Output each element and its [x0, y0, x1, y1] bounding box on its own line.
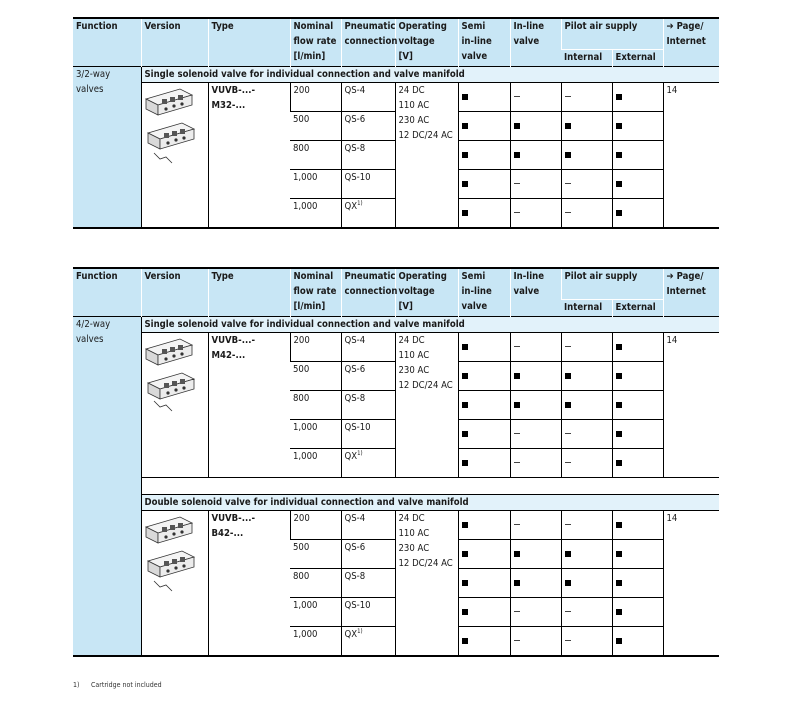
footnote — [73, 681, 162, 689]
semi-inline-mark — [458, 141, 510, 170]
connection-value: QX — [344, 201, 358, 212]
pilot-external-mark — [612, 540, 663, 569]
table-row — [73, 511, 719, 540]
header-line: In-line — [513, 271, 545, 282]
not-available-mark — [514, 96, 520, 97]
flow-rate: 500 — [290, 112, 341, 141]
function-label: 3/2-way valves — [73, 67, 141, 229]
flow-rate: 500 — [290, 540, 341, 569]
inline-mark — [510, 598, 561, 627]
pilot-external-mark — [612, 391, 663, 420]
section-row — [73, 317, 719, 333]
operating-voltage — [395, 511, 458, 657]
pilot-internal-mark — [561, 83, 612, 112]
pilot-internal-mark — [561, 391, 612, 420]
header-internal: Internal — [561, 49, 612, 66]
type-code: VUVB-...-M32-... — [208, 83, 290, 229]
voltage-value: 24 DC — [398, 335, 425, 346]
available-mark — [616, 210, 622, 216]
header-type: Type — [208, 18, 290, 67]
pilot-internal-mark — [561, 333, 612, 362]
header-line: valve — [513, 36, 540, 47]
inline-mark — [510, 112, 561, 141]
pneumatic-connection — [341, 540, 395, 569]
not-available-mark — [565, 433, 571, 434]
semi-inline-mark — [458, 391, 510, 420]
table-header — [73, 268, 719, 317]
header-external: External — [612, 299, 663, 316]
spacer — [141, 478, 719, 495]
pilot-external-mark — [612, 420, 663, 449]
valve-illustration — [144, 337, 204, 417]
header-line: connection — [344, 36, 398, 47]
header-function: Function — [73, 268, 141, 317]
available-mark — [616, 522, 622, 528]
valve-illustration — [144, 515, 204, 595]
available-mark — [565, 123, 571, 129]
section-title: Single solenoid valve for individual connection and valve manifold — [141, 317, 719, 333]
available-mark — [514, 123, 520, 129]
available-mark — [565, 373, 571, 379]
semi-inline-mark — [458, 83, 510, 112]
footnote-text: Cartridge not included — [91, 681, 162, 689]
header-page — [663, 18, 719, 67]
header-line: Internet — [666, 36, 706, 47]
section-row — [73, 495, 719, 511]
not-available-mark — [565, 212, 571, 213]
flow-rate: 200 — [290, 83, 341, 112]
header-line: [V] — [398, 51, 413, 62]
pilot-external-mark — [612, 199, 663, 229]
available-mark — [462, 580, 468, 586]
flow-rate: 500 — [290, 362, 341, 391]
not-available-mark — [514, 462, 520, 463]
valve-table-3-2 — [73, 17, 719, 229]
available-mark — [514, 152, 520, 158]
semi-inline-mark — [458, 112, 510, 141]
header-pneumatic-connection — [341, 18, 398, 67]
pneumatic-connection — [341, 420, 395, 449]
page-reference: 14 — [663, 333, 719, 478]
inline-mark — [510, 449, 561, 478]
semi-inline-mark — [458, 333, 510, 362]
connection-value: QS-8 — [344, 393, 366, 404]
valve-illustration — [144, 87, 204, 167]
semi-inline-mark — [458, 511, 510, 540]
flow-rate: 200 — [290, 333, 341, 362]
header-line: in-line — [461, 36, 492, 47]
connection-value: QS-4 — [344, 85, 366, 96]
not-available-mark — [565, 640, 571, 641]
flow-rate: 1,000 — [290, 420, 341, 449]
semi-inline-mark — [458, 598, 510, 627]
voltage-value: 230 AC — [398, 115, 430, 126]
connection-value: QS-8 — [344, 571, 366, 582]
header-line: Pneumatic — [344, 271, 396, 282]
header-pneumatic-connection — [341, 268, 398, 317]
table-row — [73, 333, 719, 362]
version-image — [141, 511, 208, 657]
operating-voltage — [395, 333, 458, 478]
pilot-external-mark — [612, 569, 663, 598]
header-line: Semi — [461, 271, 486, 282]
flow-rate: 1,000 — [290, 449, 341, 478]
pneumatic-connection — [341, 391, 395, 420]
header-line: Pneumatic — [344, 21, 396, 32]
available-mark — [616, 373, 622, 379]
voltage-value: 110 AC — [398, 528, 430, 539]
page-reference: 14 — [663, 83, 719, 229]
connection-value: QS-10 — [344, 600, 371, 611]
header-line: Operating — [398, 21, 447, 32]
voltage-value: 12 DC/24 AC — [398, 380, 453, 391]
header-page — [663, 268, 719, 317]
available-mark — [462, 344, 468, 350]
header-line: valve — [461, 51, 488, 62]
flow-rate: 1,000 — [290, 598, 341, 627]
pilot-internal-mark — [561, 627, 612, 657]
pilot-internal-mark — [561, 598, 612, 627]
available-mark — [462, 152, 468, 158]
header-line: ➔ Page/ — [666, 271, 704, 282]
pilot-internal-mark — [561, 511, 612, 540]
not-available-mark — [514, 212, 520, 213]
header-line: valve — [513, 286, 540, 297]
not-available-mark — [514, 611, 520, 612]
inline-mark — [510, 141, 561, 170]
spacer-row — [73, 478, 719, 495]
section-title: Double solenoid valve for individual connection and valve manifold — [141, 495, 719, 511]
voltage-value: 230 AC — [398, 543, 430, 554]
header-semi-inline — [458, 18, 510, 67]
header-line: [l/min] — [293, 51, 326, 62]
pilot-internal-mark — [561, 199, 612, 229]
operating-voltage — [395, 83, 458, 229]
not-available-mark — [514, 640, 520, 641]
pilot-external-mark — [612, 511, 663, 540]
voltage-value: 24 DC — [398, 85, 425, 96]
inline-mark — [510, 511, 561, 540]
not-available-mark — [514, 524, 520, 525]
connection-value: QS-4 — [344, 513, 366, 524]
connection-value: QX — [344, 451, 358, 462]
flow-rate: 800 — [290, 569, 341, 598]
available-mark — [462, 551, 468, 557]
voltage-value: 24 DC — [398, 513, 425, 524]
header-line: Nominal — [293, 21, 334, 32]
not-available-mark — [565, 611, 571, 612]
header-line: connection — [344, 286, 398, 297]
not-available-mark — [514, 433, 520, 434]
connection-value: QS-4 — [344, 335, 366, 346]
pneumatic-connection — [341, 569, 395, 598]
header-line: valve — [461, 301, 488, 312]
pneumatic-connection — [341, 362, 395, 391]
header-line: Semi — [461, 21, 486, 32]
header-version: Version — [141, 268, 208, 317]
header-line: [l/min] — [293, 301, 326, 312]
version-image — [141, 333, 208, 478]
pilot-external-mark — [612, 83, 663, 112]
connection-value: QX — [344, 629, 358, 640]
available-mark — [462, 638, 468, 644]
header-line: [V] — [398, 301, 413, 312]
pilot-external-mark — [612, 112, 663, 141]
header-function: Function — [73, 18, 141, 67]
header-line: in-line — [461, 286, 492, 297]
available-mark — [616, 551, 622, 557]
pneumatic-connection — [341, 511, 395, 540]
available-mark — [462, 94, 468, 100]
header-version: Version — [141, 18, 208, 67]
not-available-mark — [514, 346, 520, 347]
available-mark — [616, 609, 622, 615]
header-inline — [510, 268, 561, 317]
semi-inline-mark — [458, 627, 510, 657]
flow-rate: 200 — [290, 511, 341, 540]
available-mark — [462, 460, 468, 466]
footnote-ref: 1) — [357, 199, 363, 207]
voltage-value: 12 DC/24 AC — [398, 558, 453, 569]
inline-mark — [510, 420, 561, 449]
pilot-external-mark — [612, 141, 663, 170]
available-mark — [565, 551, 571, 557]
type-code: VUVB-...-B42-... — [208, 511, 290, 657]
pilot-external-mark — [612, 449, 663, 478]
header-operating-voltage — [395, 18, 458, 67]
pilot-internal-mark — [561, 449, 612, 478]
available-mark — [616, 152, 622, 158]
footnote-ref: 1) — [357, 449, 363, 457]
function-label — [73, 317, 141, 657]
valve-table-4-2 — [73, 267, 719, 657]
available-mark — [514, 402, 520, 408]
available-mark — [616, 402, 622, 408]
connection-value: QS-6 — [344, 542, 366, 553]
flow-rate: 1,000 — [290, 627, 341, 657]
pilot-external-mark — [612, 598, 663, 627]
available-mark — [616, 181, 622, 187]
available-mark — [462, 373, 468, 379]
pilot-internal-mark — [561, 420, 612, 449]
pneumatic-connection — [341, 141, 395, 170]
section-row — [73, 67, 719, 83]
connection-value: QS-10 — [344, 422, 371, 433]
header-internal: Internal — [561, 299, 612, 316]
inline-mark — [510, 391, 561, 420]
inline-mark — [510, 540, 561, 569]
header-line: Internet — [666, 286, 706, 297]
page-reference: 14 — [663, 511, 719, 657]
inline-mark — [510, 170, 561, 199]
footnote-ref: 1) — [357, 627, 363, 635]
header-line: ➔ Page/ — [666, 21, 704, 32]
connection-value: QS-6 — [344, 364, 366, 375]
section-title: Single solenoid valve for individual connection and valve manifold — [141, 67, 719, 83]
pneumatic-connection — [341, 83, 395, 112]
semi-inline-mark — [458, 199, 510, 229]
header-line: flow rate — [293, 286, 337, 297]
header-line: In-line — [513, 21, 545, 32]
header-pilot-air: Pilot air supply — [561, 268, 663, 299]
not-available-mark — [565, 462, 571, 463]
available-mark — [616, 344, 622, 350]
header-line: Operating — [398, 271, 447, 282]
available-mark — [462, 123, 468, 129]
available-mark — [616, 460, 622, 466]
pneumatic-connection — [341, 449, 395, 478]
pneumatic-connection — [341, 170, 395, 199]
not-available-mark — [565, 524, 571, 525]
available-mark — [616, 94, 622, 100]
available-mark — [514, 551, 520, 557]
footnote-number: 1) — [73, 681, 80, 689]
pilot-internal-mark — [561, 112, 612, 141]
inline-mark — [510, 569, 561, 598]
available-mark — [462, 522, 468, 528]
voltage-value: 12 DC/24 AC — [398, 130, 453, 141]
available-mark — [462, 210, 468, 216]
function-line: 4/2-way — [76, 319, 111, 330]
pilot-internal-mark — [561, 170, 612, 199]
pilot-external-mark — [612, 170, 663, 199]
header-operating-voltage — [395, 268, 458, 317]
not-available-mark — [565, 96, 571, 97]
header-external: External — [612, 49, 663, 66]
header-type: Type — [208, 268, 290, 317]
pneumatic-connection — [341, 333, 395, 362]
pilot-external-mark — [612, 333, 663, 362]
voltage-value: 110 AC — [398, 350, 430, 361]
not-available-mark — [514, 183, 520, 184]
available-mark — [462, 609, 468, 615]
header-flow-rate — [290, 268, 341, 317]
pilot-internal-mark — [561, 569, 612, 598]
header-pilot-air: Pilot air supply — [561, 18, 663, 49]
available-mark — [565, 580, 571, 586]
pneumatic-connection — [341, 598, 395, 627]
available-mark — [616, 638, 622, 644]
available-mark — [462, 402, 468, 408]
available-mark — [616, 431, 622, 437]
flow-rate: 1,000 — [290, 199, 341, 229]
pneumatic-connection — [341, 627, 395, 657]
flow-rate: 1,000 — [290, 170, 341, 199]
not-available-mark — [565, 183, 571, 184]
header-line: voltage — [398, 286, 435, 297]
semi-inline-mark — [458, 420, 510, 449]
pilot-internal-mark — [561, 141, 612, 170]
header-semi-inline — [458, 268, 510, 317]
semi-inline-mark — [458, 170, 510, 199]
pneumatic-connection — [341, 199, 395, 229]
table-row — [73, 83, 719, 112]
available-mark — [565, 152, 571, 158]
available-mark — [514, 373, 520, 379]
available-mark — [462, 181, 468, 187]
semi-inline-mark — [458, 362, 510, 391]
inline-mark — [510, 83, 561, 112]
available-mark — [565, 402, 571, 408]
connection-value: QS-6 — [344, 114, 366, 125]
type-code: VUVB-...-M42-... — [208, 333, 290, 478]
voltage-value: 110 AC — [398, 100, 430, 111]
pneumatic-connection — [341, 112, 395, 141]
header-line: flow rate — [293, 36, 337, 47]
flow-rate: 800 — [290, 391, 341, 420]
available-mark — [462, 431, 468, 437]
flow-rate: 800 — [290, 141, 341, 170]
inline-mark — [510, 627, 561, 657]
available-mark — [514, 580, 520, 586]
header-line: voltage — [398, 36, 435, 47]
inline-mark — [510, 362, 561, 391]
header-line: Nominal — [293, 271, 334, 282]
semi-inline-mark — [458, 540, 510, 569]
function-line: valves — [76, 334, 104, 345]
pilot-internal-mark — [561, 362, 612, 391]
connection-value: QS-10 — [344, 172, 371, 183]
semi-inline-mark — [458, 449, 510, 478]
inline-mark — [510, 199, 561, 229]
header-flow-rate — [290, 18, 341, 67]
version-image — [141, 83, 208, 229]
not-available-mark — [565, 346, 571, 347]
available-mark — [616, 123, 622, 129]
pilot-external-mark — [612, 362, 663, 391]
pilot-internal-mark — [561, 540, 612, 569]
pilot-external-mark — [612, 627, 663, 657]
connection-value: QS-8 — [344, 143, 366, 154]
header-inline — [510, 18, 561, 67]
available-mark — [616, 580, 622, 586]
semi-inline-mark — [458, 569, 510, 598]
table-header — [73, 18, 719, 67]
inline-mark — [510, 333, 561, 362]
voltage-value: 230 AC — [398, 365, 430, 376]
